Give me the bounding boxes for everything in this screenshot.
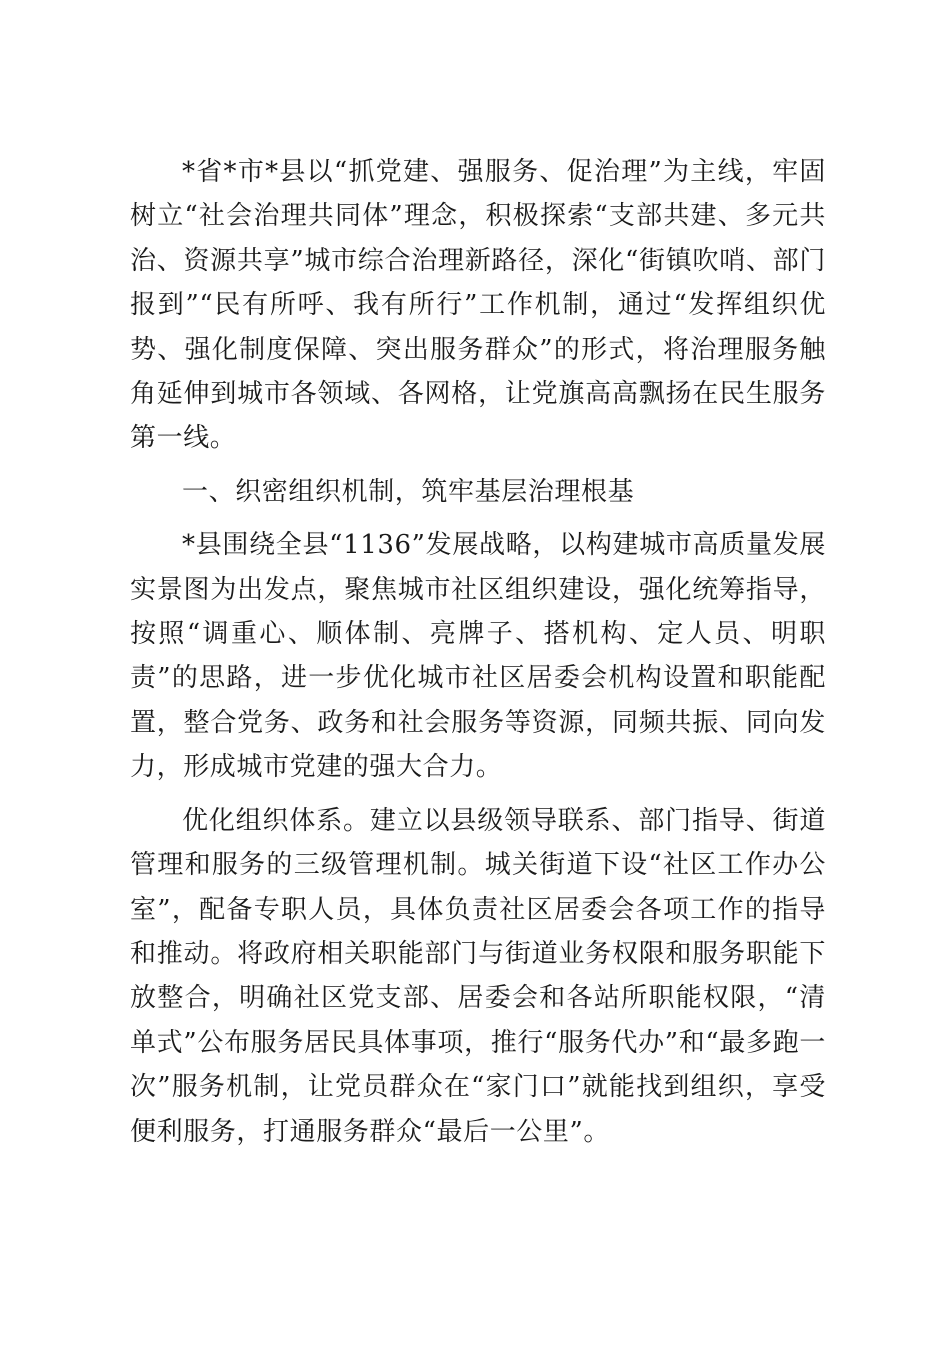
section-heading: 一、织密组织机制，筑牢基层治理根基 <box>182 476 635 507</box>
body-paragraph: 优化组织体系。建立以县级领导联系、部门指导、街道管理和服务的三级管理机制。城关街道下设“社区工作办公室”，配备专职人员，具体负责社区居委会各项工作的指导和推动。将政府相关职能部门与街道业务权限和服务职能下放整合，明确社区党支部、居委会和各站所职能权限，“清单式”公布服务居民具体事项，推行“服务代办”和“最多跑一次”服务机制，让党员群众在“家门口”就能找到组织，享受便利服务，打通服务群众“最后一公里”。 <box>130 805 826 1147</box>
document-body <box>130 150 826 1163</box>
intro-paragraph: *省*市*县以“抓党建、强服务、促治理”为主线，牢固树立“社会治理共同体”理念，积极探索“支部共建、多元共治、资源共享”城市综合治理新路径，深化“街镇吹哨、部门报到”“民有所呼、我有所行”工作机制，通过“发挥组织优势、强化制度保障、突出服务群众”的形式，将治理服务触角延伸到城市各领域、各网格，让党旗高高飘扬在民生服务第一线。 <box>130 157 826 454</box>
body-paragraph: *县围绕全县“1136”发展战略，以构建城市高质量发展实景图为出发点，聚焦城市社区组织建设，强化统筹指导，按照“调重心、顺体制、亮牌子、搭机构、定人员、明职责”的思路，进一步优化城市社区居委会机构设置和职能配置，整合党务、政务和社会服务等资源，同频共振、同向发力，形成城市党建的强大合力。 <box>130 530 826 783</box>
